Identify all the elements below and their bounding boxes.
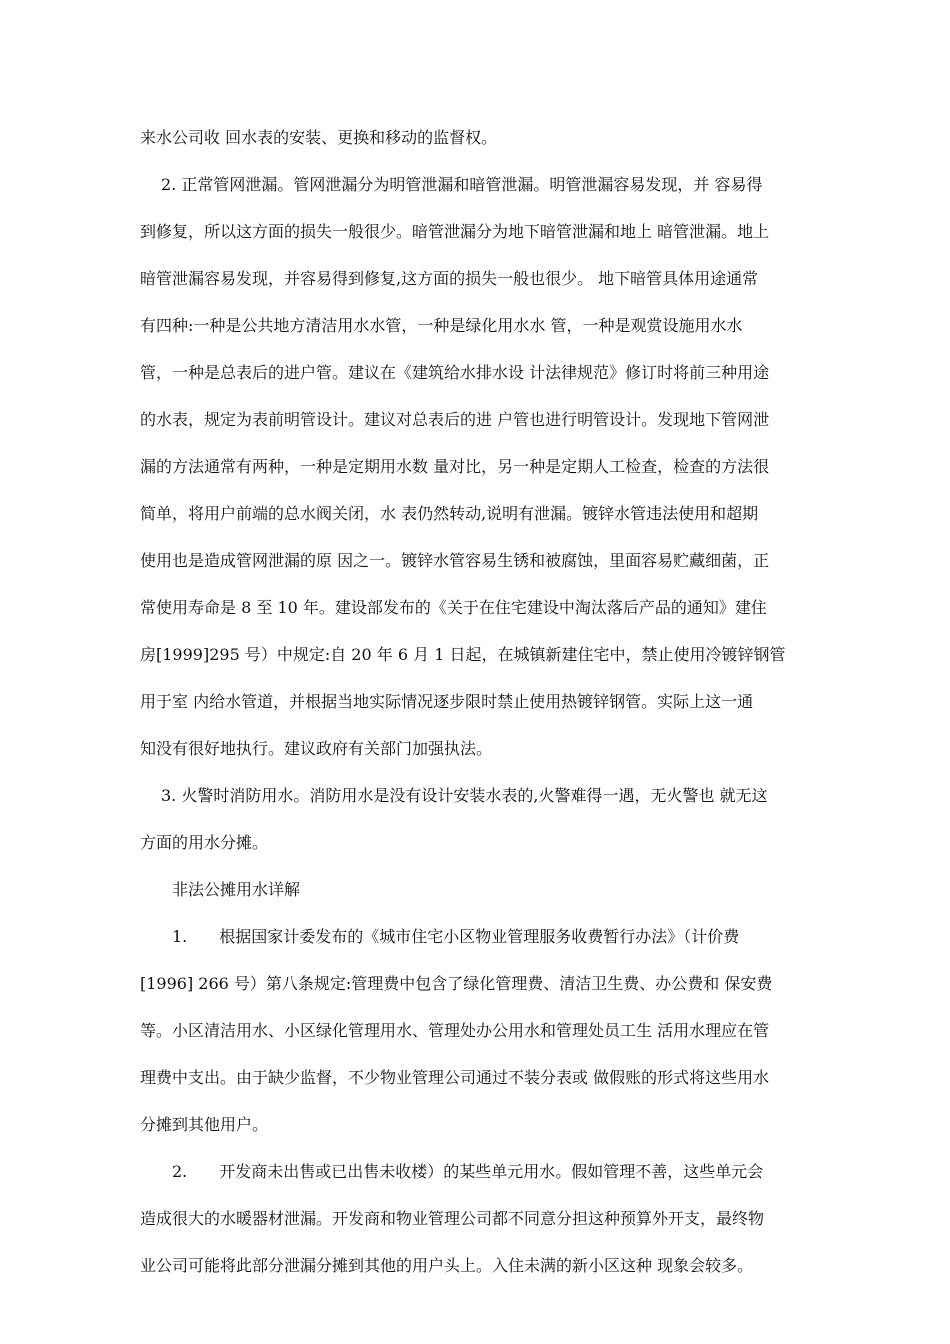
text-line: 房[1999]295 号）中规定:自 20 年 6 月 1 日起，在城镇新建住宅中，禁止使用冷镀锌钢管	[140, 645, 786, 664]
text-line: 简单，将用户前端的总水阀关闭，水 表仍然转动,说明有泄漏。镀锌水管违法使用和超期	[140, 504, 759, 523]
text-line: 理费中支出。由于缺少监督，不少物业管理公司通过不装分表或 做假账的形式将这些用水	[140, 1068, 770, 1087]
text-line: 等。小区清洁用水、小区绿化管理用水、管理处办公用水和管理处员工生 活用水理应在管	[140, 1021, 770, 1040]
text-line: 有四种:一种是公共地方清洁用水水管，一种是绿化用水水 管，一种是观赏设施用水水	[140, 316, 743, 335]
text-line: 知没有很好地执行。建议政府有关部门加强执法。	[140, 739, 493, 758]
text-line: [1996] 266 号）第八条规定:管理费中包含了绿化管理费、清洁卫生费、办公费和 保安费	[140, 974, 773, 993]
text-line: 的水表，规定为表前明管设计。建议对总表后的进 户管也进行明管设计。发现地下管网泄	[140, 410, 770, 429]
text-line: 漏的方法通常有两种，一种是定期用水数 量对比，另一种是定期人工检查，检查的方法很	[140, 457, 770, 476]
text-line: 管，一种是总表后的进户管。建议在《建筑给水排水设 计法律规范》修订时将前三种用途	[140, 363, 770, 382]
item-1-line: 1. 根据国家计委发布的《城市住宅小区物业管理服务收费暂行办法》（计价费	[172, 927, 740, 946]
text-line: 造成很大的水暖器材泄漏。开发商和物业管理公司都不同意分担这种预算外开支，最终物	[140, 1209, 765, 1228]
text-line: 业公司可能将此部分泄漏分摊到其他的用户头上。入住未满的新小区这种 现象会较多。	[140, 1256, 754, 1275]
paragraph-2-line: 2. 正常管网泄漏。管网泄漏分为明管泄漏和暗管泄漏。明管泄漏容易发现，并 容易得	[161, 175, 763, 194]
text-line: 来水公司收 回水表的安装、更换和移动的监督权。	[140, 128, 498, 147]
text-line: 到修复，所以这方面的损失一般很少。暗管泄漏分为地下暗管泄漏和地上 暗管泄漏。地上	[140, 222, 770, 241]
text-line: 使用也是造成管网泄漏的原 因之一。镀锌水管容易生锈和被腐蚀，里面容易贮藏细菌，正	[140, 551, 770, 570]
text-line: 暗管泄漏容易发现，并容易得到修复,这方面的损失一般也很少。 地下暗管具体用途通常	[140, 269, 759, 288]
item-2-line: 2. 开发商未出售或已出售未收楼）的某些单元用水。假如管理不善，这些单元会	[172, 1162, 764, 1181]
text-line: 用于室 内给水管道，并根据当地实际情况逐步限时禁止使用热镀锌钢管。实际上这一通	[140, 692, 754, 711]
text-line: 分摊到其他用户。	[140, 1115, 269, 1134]
text-line: 常使用寿命是 8 至 10 年。建设部发布的《关于在住宅建设中淘汰落后产品的通知》建住	[140, 598, 767, 617]
section-heading: 非法公摊用水详解	[172, 880, 301, 899]
paragraph-3-line: 3. 火警时消防用水。消防用水是没有设计安装水表的,火警难得一遇，无火警也 就无这	[161, 786, 768, 805]
text-line: 方面的用水分摊。	[140, 833, 269, 852]
